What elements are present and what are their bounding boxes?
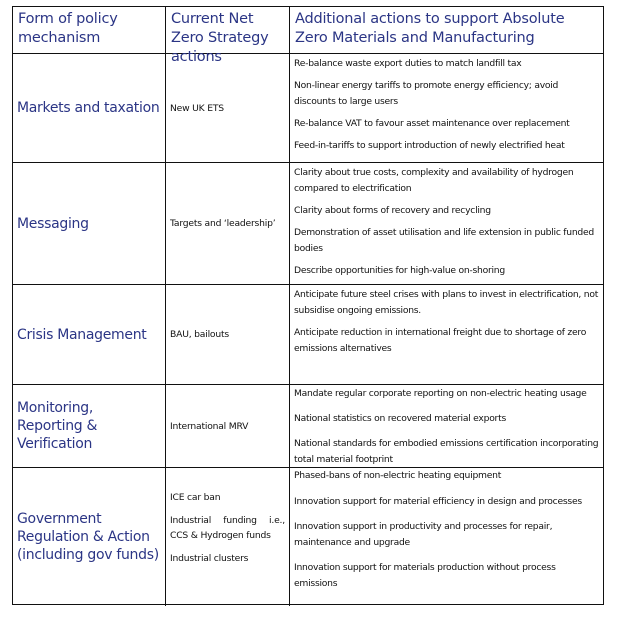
mechanism-cell: Government Regulation & Action (including gov funds)	[13, 468, 166, 606]
header-current: Current Net Zero Strategy actions	[166, 7, 290, 53]
additional-action: Mandate regular corporate reporting on non-electric heating usage	[294, 388, 587, 399]
additional-action: Re-balance VAT to favour asset maintenance over replacement	[294, 118, 570, 129]
mechanism-cell: Monitoring, Reporting & Verification	[13, 385, 166, 467]
table-row-crisis	[13, 285, 603, 385]
additional-cell	[290, 285, 603, 384]
current-action: New UK ETS	[170, 102, 224, 114]
additional-action: Phased-bans of non-electric heating equipment	[294, 470, 502, 481]
policy-table	[12, 6, 604, 605]
current-action: Industrial clusters	[170, 553, 249, 564]
header-additional: Additional actions to support Absolute Zero Materials and Manufacturing	[295, 11, 565, 46]
table-row-messaging	[13, 163, 603, 285]
current-action: International MRV	[170, 420, 249, 432]
current-action: Targets and ‘leadership’	[170, 218, 276, 229]
additional-cell	[290, 163, 603, 284]
table-row-markets	[13, 54, 603, 163]
additional-action: Clarity about forms of recovery and recycling	[294, 205, 491, 216]
additional-cell	[290, 468, 603, 606]
current-cell	[166, 285, 290, 384]
additional-action: National statistics on recovered material exports	[294, 413, 506, 424]
mechanism-cell: Messaging	[13, 163, 166, 284]
additional-cell	[290, 54, 603, 162]
additional-action: Non-linear energy tariffs to promote energy efficiency; avoid discounts to large users	[294, 80, 559, 107]
header-mechanism: Form of policy mechanism	[13, 7, 166, 53]
current-cell	[166, 163, 290, 284]
current-action: ICE car ban	[170, 492, 221, 503]
mechanism-cell: Markets and taxation	[13, 54, 166, 162]
additional-action: Feed-in-tariffs to support introduction of newly electrified heat	[294, 140, 565, 151]
additional-action: Clarity about true costs, complexity and availability of hydrogen compared to electrification	[294, 167, 574, 194]
additional-action: Re-balance waste export duties to match landfill tax	[294, 58, 522, 69]
current-action: Industrial funding i.e., CCS & Hydrogen funds	[170, 515, 285, 541]
additional-cell	[290, 385, 603, 467]
current-action: BAU, bailouts	[170, 329, 229, 340]
current-cell	[166, 385, 290, 467]
additional-action: Describe opportunities for high-value on-shoring	[294, 265, 505, 276]
mechanism-cell: Crisis Management	[13, 285, 166, 384]
current-cell	[166, 54, 290, 162]
additional-action: National standards for embodied emissions certification incorporating total material footprint	[294, 438, 599, 465]
table-row-government	[13, 468, 603, 606]
additional-action: Innovation support for materials production without process emissions	[294, 562, 556, 589]
additional-action: Innovation support for material efficiency in design and processes	[294, 496, 582, 507]
additional-action: Anticipate future steel crises with plans to invest in electrification, not subsidise ongoing emissions.	[294, 289, 599, 316]
table-row-monitoring	[13, 385, 603, 468]
current-cell	[166, 468, 290, 606]
additional-action: Demonstration of asset utilisation and life extension in public funded bodies	[294, 227, 594, 254]
additional-action: Anticipate reduction in international freight due to shortage of zero emissions alternatives	[294, 327, 587, 354]
additional-action: Innovation support in productivity and processes for repair, maintenance and upgrade	[294, 521, 553, 548]
